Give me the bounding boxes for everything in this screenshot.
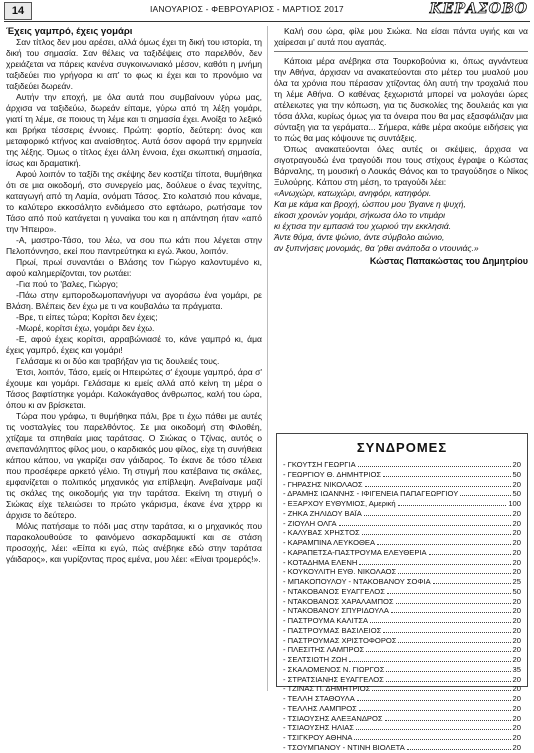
subscription-amount: 20 xyxy=(512,460,521,469)
leader-dots xyxy=(362,534,511,535)
lyric-line: είκοσι χρονών γομάρι, σήκωσα όλο το ντιμάρι xyxy=(274,210,446,220)
author-signature: Κώστας Παπακώστας του Δημητρίου xyxy=(369,256,528,266)
subscriber-name: - ΚΑΡΑΜΠΙΝΑ ΛΕΥΚΟΘΕΑ xyxy=(283,538,376,547)
subscription-amount: 35 xyxy=(512,664,521,674)
subscription-entry xyxy=(283,636,521,646)
subscription-entry xyxy=(283,733,521,743)
subscriber-name: - ΣΚΑΛΟΜΕΝΟΣ Ν. ΓΙΩΡΓΟΣ xyxy=(283,664,385,674)
subscriber-name: - ΜΠΑΚΟΠΟΥΛΟΥ - ΝΤΑΚΟΒΑΝΟΥ ΣΟΦΙΑ xyxy=(283,577,431,586)
paragraph: Μόλις πατήσαμε το πόδι μας στην ταράτσα, κι ο μηχανικός που παρακολουθούσε το φαινόμενο ασκαρδαμυκτί και σε στάση προσοχής, λέει: «Είπα κι εγώ, πώς ανέβηκε εδώ στην ταράτσα γάιδαρος», και γυρίζοντας προς εμένα, μου λέει: «Είναι τρομερός!». xyxy=(6,521,262,564)
closing-paragraph: Καλή σου ώρα, φίλε μου Σιώκα. Να είσαι πάντα υγιής και να χαίρεσαι μ' αυτά που αγαπάς. xyxy=(274,26,528,47)
leader-dots xyxy=(359,710,511,711)
subscription-amount: 20 xyxy=(512,616,521,625)
subscription-entry xyxy=(283,558,521,568)
subscription-entry xyxy=(283,743,521,753)
subscription-entry xyxy=(283,714,521,724)
subscriber-name: - ΓΕΩΡΓΙΟΥ Θ. ΔΗΜΗΤΡΙΟΣ xyxy=(283,469,382,479)
section-divider xyxy=(274,51,528,52)
subscription-entry xyxy=(283,626,521,636)
page-number: 14 xyxy=(4,2,32,20)
left-paragraphs xyxy=(6,37,262,565)
leader-dots xyxy=(386,671,510,672)
subscription-entry xyxy=(283,723,521,733)
paragraph: Αυτήν την εποχή, με όλα αυτά που συμβαίνουν γύρω μας, άρχισα να ταξιδεύω, δωρεάν είπαμε, γύρω από τη λέξη γομάρι, γιατί τη λέμε, σε ποιους τη λέμε και τι σημασία έχει. Ανοίξα το λεξικό και βρήκα τέσσερις έννοιες. Πρώτη: φορτίο, δεύτερη: όνος και μεταφορικό κτήνος και αναίσθητος. Αυτά όσον αφορά την ερμηνεία της λέξης. Όμως ο τίτλος έχει άλλη έννοια, έχει σκωπτική σημασία, ίσως και δραματική. xyxy=(6,92,262,168)
subscription-entry xyxy=(283,655,521,665)
leader-dots xyxy=(339,525,511,526)
subscription-amount: 20 xyxy=(512,596,521,606)
subscription-entry xyxy=(283,470,521,480)
subscription-entry xyxy=(283,519,521,529)
paragraph: -Πάω στην εμποροδωμοπανήγυρι να αγοράσω ένα γομάρι, ρε Βλάση. Βλέπεις δεν έχω με τι να κουβαλάω τα πράγματα. xyxy=(6,290,262,311)
subscriber-name: - ΚΟΥΚΟΥΛΙΤΗ ΕΥΘ. ΝΙΚΟΛΑΟΣ xyxy=(283,567,397,577)
lyric-line: Και με κάμα και βροχή, ώσπου μου 'βγαινε η ψυχή, xyxy=(274,199,466,209)
subscription-amount: 20 xyxy=(512,645,521,655)
paragraph: Τώρα που γράφω, τι θυμήθηκα πάλι, βρε τι έχω πάθει με αυτές τις νοσταλγίες του παρελθόντος. Σε μια οικοδομή στη Φιλοθέη, χτίζαμε τα σπηθαία μιας ταράτσας. Ο Σιώκας ο Τζίνας, αυτός ο ανεπανάληπτος φίλος μου, ο καρδιακός μου φίλος, είχε τη συνήθεια κάπου κάπου, να γκαρίζει σαν γάιδαρος. Το έκανε δε τόσο τέλεια που προσέφερε αρκετό γέλιο. Τη στιγμή που κατέβαινα τις σκάλες, εμφανίζεται ο πολιτικός μηχανικός για επίβλεψη. Ανεβαίναμε μαζί τις σκάλες της οικοδομής για την ταράτσα. Εκείνη τη στιγμή ο Σιώκας είχε τελειώσει το πρώτο γκάρισμα, έκανε ένα χτρρρ κι άρχισε το δεύτερο. xyxy=(6,411,262,520)
subscription-amount: 20 xyxy=(512,547,521,557)
subscription-entry xyxy=(283,694,521,704)
paragraph: Έτσι, λοιπόν, Τάσο, εμείς οι Ηπειρώτες σ' έχουμε γαμπρό, άρα σ' έχουμε και γομάρι. Γελάσαμε κι εμείς αλλά από κείνη τη μέρα ο Τάσος βαφτίστηκε γομάρι. Καλοκάγαθος άνθρωπος, καλή του ώρα, όπου κι αν βρίσκεται. xyxy=(6,367,262,410)
right-column xyxy=(274,26,528,267)
leader-dots xyxy=(349,661,510,662)
lyric-line: αν ξυπνήσεις μονομιάς, θα 'ρθει ανάποδα ο ντουνιάς.» xyxy=(274,243,479,253)
subscriber-name: - ΝΤΑΚΟΒΑΝΟΥ ΣΠΥΡΙΔΟΥΛΑ xyxy=(283,606,389,616)
column-divider xyxy=(267,26,268,691)
leader-dots xyxy=(372,690,510,691)
page-header xyxy=(0,0,534,20)
subscription-entry xyxy=(283,606,521,616)
subscription-amount: 20 xyxy=(512,713,521,723)
paragraph: -Α, μαστρο-Τάσο, του λέω, να σου πω κάτι που λέγεται στην Πελοπόννησο, εκεί που παντρεύτηκα κι εγώ. Άκου, λοιπόν. xyxy=(6,235,262,256)
paragraph: Αφού λοιπόν το ταξίδι της σκέψης δεν κοστίζει τίποτα, θυμήθηκα ότι σε μια οικοδομή, στο συνεργείο μας, δούλευε ο ένας τεχνίτης, καταγωγή από τη Λαμία, ονόματι Τάσος. Στο κολατσιό που κάναμε, το καλύτερο εκκοσάλητο ενδιάμεσο στο εφτάωρο, ρωτήσαμε τον Τάσο από πού κατάγεται η γυναίκα του και η απάντηση ήταν «από την Ήπειρο». xyxy=(6,169,262,234)
subscription-entry xyxy=(283,460,521,470)
subscription-entry xyxy=(283,548,521,558)
subscription-amount: 20 xyxy=(512,625,521,635)
subscriber-name: - ΚΑΡΑΠΕΤΣΑ-ΠΑΣΤΡΟΥΜΑ ΕΛΕΥΘΕΡΙΑ xyxy=(283,547,427,557)
paragraph: -Για πού το 'βαλες, Γιώργο; xyxy=(16,279,118,289)
subscription-amount: 50 xyxy=(512,469,521,479)
leader-dots xyxy=(407,749,511,750)
subscriber-name: - ΝΤΑΚΟΒΑΝΟΣ ΧΑΡΑΛΑΜΠΟΣ xyxy=(283,596,394,606)
subscription-amount: 20 xyxy=(512,723,521,733)
subscription-amount: 50 xyxy=(512,586,521,596)
lyric-line: Άντε θύμα, άντε ψώνιο, άντε σύμβολο αιώνιο, xyxy=(274,232,445,242)
leader-dots xyxy=(387,593,511,594)
subscription-amount: 20 xyxy=(512,635,521,645)
subscription-amount: 20 xyxy=(512,703,521,713)
paragraph: -Μωρέ, κορίτσι έχω, γομάρι δεν έχω. xyxy=(16,323,155,333)
subscription-amount: 20 xyxy=(512,479,521,489)
subscriber-name: - ΤΣΙΑΟΥΣΗΣ ΗΛΙΑΣ xyxy=(283,723,354,733)
subscriber-name: - ΝΤΑΚΟΒΑΝΟΣ ΕΥΑΓΓΕΛΟΣ xyxy=(283,586,385,596)
paragraph: -Βρε, τι είπες τώρα; Κορίτσι δεν έχεις; xyxy=(16,312,158,322)
subscription-amount: 20 xyxy=(512,557,521,567)
subscription-entry xyxy=(283,509,521,519)
paragraph: -Ε, αφού έχεις κορίτσι, αρραβώνιασέ το, κάνε γαμπρό κι, άμα έχεις γαμπρό, έχεις και γομάρι! xyxy=(6,334,262,355)
subscription-amount: 20 xyxy=(512,674,521,684)
leader-dots xyxy=(358,466,511,467)
subscription-entry xyxy=(283,528,521,538)
leader-dots xyxy=(366,651,510,652)
subscriptions-box xyxy=(276,433,528,752)
right-paragraphs xyxy=(274,56,528,188)
paragraph: Κάποια μέρα ανέβηκα στα Τουρκοβούνια κι, όπως αγνάντευα την Αθήνα, άρχισαν να ανακατεύονται στο μέτερ του μυαλού μου όλα τα χρόνια που πέρασαν χτίζοντας όλη αυτή την τροχαλιά που τη λέμε Αθήνα. Ο καθένας ξεχωριστά μπορεί να μολογάει ώρες ατέλειωτες για την κόπωση, για τις δυσκολίες της δουλειάς και για τόσα άλλα, κυρίως όμως για τα όνειρα που θα μας εξασφάλιζαν μια σύνταξη για τα γεράματα... Σήμερα, κάθε μέρα ακούμε ειδήσεις για το πώς θα μας κόψουνε τις συντάξεις. xyxy=(274,56,528,143)
subscription-entry xyxy=(283,675,521,685)
leader-dots xyxy=(429,554,511,555)
lyric-line: κι έχτισα την εμπασιά του χωριού την εκκλησιά. xyxy=(274,221,452,231)
subscription-amount: 20 xyxy=(512,606,521,616)
subscriber-name: - ΣΕΛΤΣΙΩΤΗ ΖΩΗ xyxy=(283,655,348,664)
subscriptions-list xyxy=(283,460,521,753)
leader-dots xyxy=(460,495,510,496)
leader-dots xyxy=(359,564,510,565)
leader-dots xyxy=(364,515,511,516)
lyric-line: «Ανωχώρι, κατωχώρι, ανηφόρι, κατηφόρι. xyxy=(274,188,432,198)
subscription-entry xyxy=(283,480,521,490)
subscription-amount: 20 xyxy=(512,508,521,518)
subscription-entry xyxy=(283,597,521,607)
subscriber-name: - ΠΑΣΤΡΟΥΜΑΣ ΧΡΙΣΤΟΦΟΡΟΣ xyxy=(283,635,397,645)
leader-dots xyxy=(398,505,507,506)
leader-dots xyxy=(377,544,510,545)
subscription-amount: 25 xyxy=(512,577,521,586)
subscription-entry xyxy=(283,684,521,694)
subscriber-name: - ΕΞΑΡΧΟΥ ΕΥΘΥΜΙΟΣ, Αμερική xyxy=(283,499,396,508)
subscriber-name: - ΚΑΛΥΒΑΣ ΧΡΗΣΤΟΣ xyxy=(283,528,360,538)
subscriber-name: - ΤΖΙΝΑΣ Π. ΔΗΜΗΤΡΙΟΣ xyxy=(283,684,371,694)
leader-dots xyxy=(433,583,511,584)
subscription-amount: 20 xyxy=(512,538,521,547)
subscription-entry xyxy=(283,616,521,626)
subscriber-name: - ΓΗΡΑΣΗΣ ΝΙΚΟΛΑΟΣ xyxy=(283,479,363,489)
subscriber-name: - ΚΟΤΑΔΗΜΑ ΕΛΕΝΗ xyxy=(283,557,358,567)
subscription-amount: 20 xyxy=(512,528,521,538)
subscriber-name: - ΤΣΟΥΜΠΑΝΟΥ - ΝΤΙΝΗ ΒΙΟΛΕΤΑ xyxy=(283,742,405,752)
subscription-amount: 20 xyxy=(512,655,521,664)
leader-dots xyxy=(383,476,510,477)
leader-dots xyxy=(383,632,510,633)
leader-dots xyxy=(385,720,511,721)
leader-dots xyxy=(398,573,510,574)
article-title: Έχεις γαμπρό, έχεις γομάρι xyxy=(6,26,133,37)
leader-dots xyxy=(396,603,511,604)
subscriber-name: - ΖΙΟΥΛΗ ΟΛΓΑ xyxy=(283,518,337,528)
leader-dots xyxy=(354,739,510,740)
subscriber-name: - ΠΑΣΤΡΟΥΜΑΣ ΒΑΣΙΛΕΙΟΣ xyxy=(283,625,382,635)
paragraph: Γελάσαμε κι οι δύο και τραβήξαν για τις δουλειές τους. xyxy=(16,356,220,366)
subscription-entry xyxy=(283,538,521,548)
leader-dots xyxy=(356,729,511,730)
subscriber-name: - ΖΗΚΑ ΖΗΛΙΔΟΥ ΒΑΪΑ xyxy=(283,508,362,518)
paragraph: Όπως ανακατεύονται όλες αυτές οι σκέψεις, άρχισα να σιγοτραγουδώ ένα τραγούδι που τους στίχους έγραψε ο Κώστας Βάρναλης, τη μουσική ο Λουκάς Θάνος και το τραγούδησε ο Νίκος Ξυλούρης. Κάπου στη μέση, το τραγούδι λέει: xyxy=(274,144,528,187)
subscription-amount: 20 xyxy=(512,694,521,703)
leader-dots xyxy=(398,642,510,643)
subscription-entry xyxy=(283,587,521,597)
subscription-entry xyxy=(283,665,521,675)
subscription-amount: 100 xyxy=(508,499,521,508)
header-rule xyxy=(4,21,530,22)
subscription-entry xyxy=(283,489,521,499)
subscription-amount: 20 xyxy=(512,742,521,752)
subscriber-name: - ΠΛΕΣΙΤΗΣ ΛΑΜΠΡΟΣ xyxy=(283,645,365,655)
subscriber-name: - ΤΕΛΛΗ ΣΤΑΘΟΥΛΑ xyxy=(283,694,355,703)
subscriber-name: - ΓΚΟΥΤΣΗ ΓΕΩΡΓΙΑ xyxy=(283,460,356,469)
subscriber-name: - ΤΣΙΑΟΥΣΗΣ ΑΛΕΞΑΝΔΡΟΣ xyxy=(283,713,383,723)
issue-date: ΙΑΝΟΥΑΡΙΟΣ - ΦΕΒΡΟΥΑΡΙΟΣ - ΜΑΡΤΙΟΣ 2017 xyxy=(150,4,344,14)
subscription-amount: 20 xyxy=(512,684,521,694)
subscriber-name: - ΠΑΣΤΡΟΥΜΑ ΚΑΛΙΤΣΑ xyxy=(283,616,369,625)
leader-dots xyxy=(370,622,510,623)
subscription-entry xyxy=(283,567,521,577)
subscription-entry xyxy=(283,645,521,655)
subscriptions-title: ΣΥΝΔΡΟΜΕΣ xyxy=(356,440,448,455)
subscription-amount: 20 xyxy=(512,518,521,528)
subscription-entry xyxy=(283,704,521,714)
subscriber-name: - ΤΣΙΓΚΡΟΥ ΑΘΗΝΑ xyxy=(283,733,353,742)
song-lyrics xyxy=(274,188,528,254)
paragraph: Σαν τίτλος δεν μου αρέσει, αλλά όμως έχει τη δική του ιστορία, τη δική του σημασία. Σαν θέλεις να ταξιδέψεις στο παρελθόν, δεν χρειάζεται να πάρεις κανένα συγκοινωνιακό μέσον, καθότι η μνήμη ταξιδεύει πιο γρήγορα κι απ' το φως κι έχει και το προνόμιο να ταξιδεύει δωρεάν. xyxy=(6,37,262,91)
subscription-entry xyxy=(283,577,521,587)
newspaper-logo: ΚΕΡΑΣΟΒΟ xyxy=(429,1,528,17)
subscription-amount: 20 xyxy=(512,567,521,577)
subscriber-name: - ΤΕΛΛΗΣ ΛΑΜΠΡΟΣ xyxy=(283,703,357,713)
subscription-amount: 50 xyxy=(512,489,521,499)
leader-dots xyxy=(357,700,511,701)
subscriber-name: - ΣΤΡΑΤΣΙΑΝΗΣ ΕΥΑΓΓΕΛΟΣ xyxy=(283,674,384,684)
leader-dots xyxy=(386,681,511,682)
subscription-entry xyxy=(283,499,521,509)
subscriber-name: - ΔΡΑΜΗΣ ΙΩΑΝΝΗΣ - ΙΦΙΓΕΝΕΙΑ ΠΑΠΑΓΕΩΡΓΙΟΥ xyxy=(283,489,459,499)
leader-dots xyxy=(365,486,511,487)
left-column xyxy=(6,26,262,565)
subscription-amount: 20 xyxy=(512,733,521,742)
paragraph: Πρωί, πρωί συναντάει ο Βλάσης τον Γιώργο καλοντυμένο κι, αφού καλημερίζονται, τον ρωτάει: xyxy=(6,257,262,278)
leader-dots xyxy=(391,612,511,613)
